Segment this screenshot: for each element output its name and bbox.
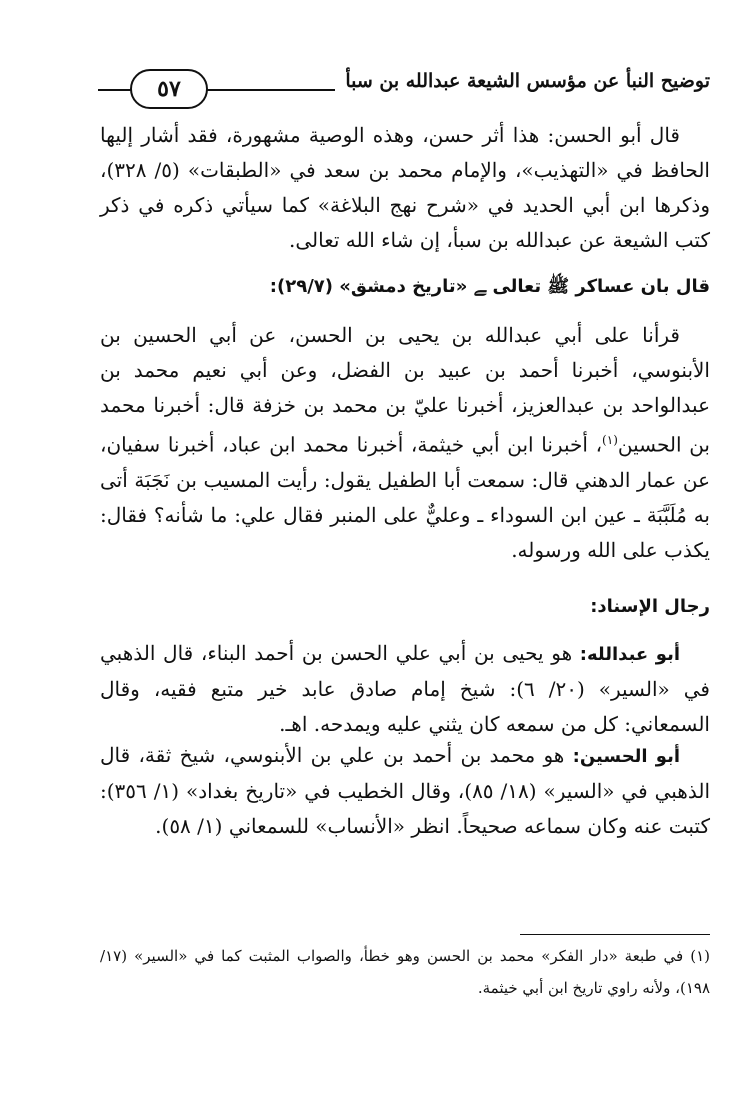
narrator-name: أبو عبدالله: <box>579 644 680 665</box>
narrator-name: أبو الحسين: <box>572 746 680 767</box>
section-heading-isnad: رجال الإسناد: <box>590 596 710 617</box>
narrator-description: هو يحيى بن أبي علي الحسن بن أحمد البناء، قال الذهبي في «السير» (٢٠/ ٦): شيخ إمام صادق عابد خير متبع فقيه، وقال السمعاني: كل من سمعه كان يثني عليه ويمدحه. اهـ. <box>100 641 710 736</box>
paragraph-text <box>100 738 710 844</box>
footnote <box>100 940 710 1004</box>
paragraph-text: قال أبو الحسن: هذا أثر حسن، وهذه الوصية مشهورة، فقد أشار إليها الحافظ في «التهذيب»، والإمام محمد بن سعد في «الطبقات» (٥/ ٣٢٨)، وذكرها ابن أبي الحديد في «شرح نهج البلاغة» كما سيأتي ذكره في ذكر كتب الشيعة عن عبدالله بن سبأ، إن شاء الله تعالى. <box>100 123 710 252</box>
paragraph-abu-al-husain <box>100 738 710 844</box>
page-number: ٥٧ <box>130 69 208 109</box>
footnote-marker: (١) <box>602 433 618 447</box>
running-title: توضيح النبأ عن مؤسس الشيعة عبدالله بن سبأ <box>335 70 710 92</box>
narrator-description: هو محمد بن أحمد بن علي بن الأبنوسي، شيخ ثقة، قال الذهبي في «السير» (١٨/ ٨٥)، وقال الخطيب في «تاريخ بغداد» (١/ ٣٥٦): كتبت عنه وكان سماعه صحيحاً. انظر «الأنساب» للسمعاني (١/ ٥٨). <box>100 743 710 838</box>
page-header <box>98 68 710 110</box>
paragraph-narration <box>100 318 710 568</box>
narration-part-2: ، أخبرنا ابن أبي خيثمة، أخبرنا محمد ابن عباد، أخبرنا سفيان، عن عمار الدهني قال: سمعت أبا الطفيل يقول: رأيت المسيب بن نَجَبَة أتى به مُلَبَّبَة ـ عين ابن السوداء ـ وعليٌّ على المنبر فقال علي: ما شأنه؟ فقال: يكذب على الله ورسوله. <box>100 432 710 562</box>
section-heading-ibn-asakir: قال بان عساكر ﷺ تعالى ﮯ «تاريخ دمشق» (٢٩/٧): <box>269 276 710 297</box>
footnote-text: (١) في طبعة «دار الفكر» محمد بن الحسن وهو خطأ، والصواب المثبت كما في «السير» (١٧/ ١٩٨)، ولأنه راوي تاريخ ابن أبي خيثمة. <box>100 947 710 997</box>
paragraph-abu-abdullah <box>100 636 710 742</box>
paragraph-text <box>100 636 710 742</box>
narration-part-1: قرأنا على أبي عبدالله بن يحيى بن الحسن، عن أبي الحسين بن الأبنوسي، أخبرنا أحمد بن عبيد بن الفضل، وعن أبي نعيم محمد بن عبدالواحد بن عبدالعزيز، أخبرنا عليّ بن محمد بن خزفة قال: أخبرنا محمد بن الحسين <box>100 323 710 457</box>
footnote-separator <box>520 934 710 935</box>
paragraph-commentary <box>100 118 710 258</box>
narration-text <box>100 318 710 568</box>
